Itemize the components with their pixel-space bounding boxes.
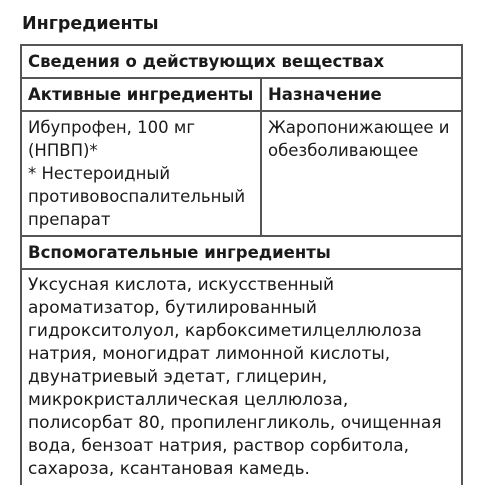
purpose-header: Назначение <box>261 78 462 111</box>
active-ingredient-cell <box>21 111 261 236</box>
active-ingredient-class: (НПВП)* <box>28 141 98 160</box>
page-title: Ингредиенты <box>22 14 159 34</box>
section-title: Сведения о действующих веществах <box>21 45 462 78</box>
active-ingredients-header: Активные ингредиенты <box>21 78 261 111</box>
column-header-row <box>21 78 462 111</box>
inactive-ingredients-cell <box>21 269 462 485</box>
purpose-cell <box>261 111 462 236</box>
purpose-value: Жаропонижающее и обезболивающее <box>268 118 450 160</box>
active-ingredient-row <box>21 111 462 236</box>
inactive-ingredients-row <box>21 269 462 485</box>
inactive-ingredients-list: Уксусная кислота, искусственный ароматизатор, бутилированный гидрокситолуол, карбоксиметилцеллюлоза натрия, моногидрат лимонной кислоты, двунатриевый эдетат, глицерин, микрокристаллическая целлюлоза, полисорбат 80, пропиленгликоль, очищенная вода, бензоат натрия, раствор сорбитола, сахароза, ксантановая камедь. <box>28 275 442 479</box>
active-ingredient-name: Ибупрофен, 100 мг <box>28 118 196 137</box>
drug-facts-table <box>20 44 463 485</box>
inactive-ingredients-header: Вспомогательные ингредиенты <box>21 236 462 269</box>
section-header-row <box>21 45 462 78</box>
active-ingredient-footnote: * Нестероидный противовоспалительный препарат <box>28 164 246 229</box>
inactive-header-row <box>21 236 462 269</box>
